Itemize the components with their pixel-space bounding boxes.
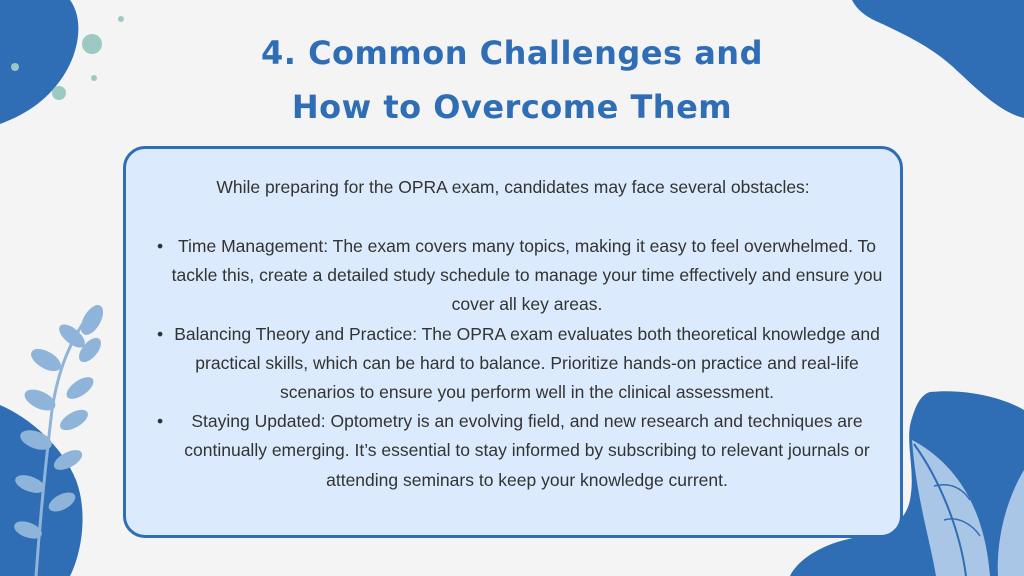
list-item-theory-practice <box>126 320 900 408</box>
title-line-2: How to Overcome Them <box>291 88 733 126</box>
bullet-text: Balancing Theory and Practice: The OPRA exam evaluates both theoretical knowledge and practical skills, which can be hard to balance. Prioritize hands-on practice and real-life scenarios to ensure you perform well in the clinical assessment. <box>174 323 880 403</box>
challenge-list <box>126 232 900 495</box>
bullet-icon: • <box>157 411 164 432</box>
list-item-staying-updated <box>126 407 900 495</box>
bullet-icon: • <box>157 236 164 256</box>
bullet-icon: • <box>157 323 164 344</box>
content-card <box>123 146 903 538</box>
intro-text: While preparing for the OPRA exam, candidates may face several obstacles: <box>216 177 810 197</box>
list-item-time-management <box>126 232 900 320</box>
bullet-text: Time Management: The exam covers many topics, making it easy to feel overwhelmed. To tackle this, create a detailed study schedule to manage your time effectively and ensure you cover all key areas. <box>171 236 883 315</box>
title-line-1: 4. Common Challenges and <box>261 34 763 72</box>
bullet-text: Staying Updated: Optometry is an evolving field, and new research and techniques are continually emerging. It’s essential to stay informed by subscribing to relevant journals or attending seminars to keep your knowledge current. <box>184 411 870 490</box>
slide-title <box>0 26 1024 134</box>
